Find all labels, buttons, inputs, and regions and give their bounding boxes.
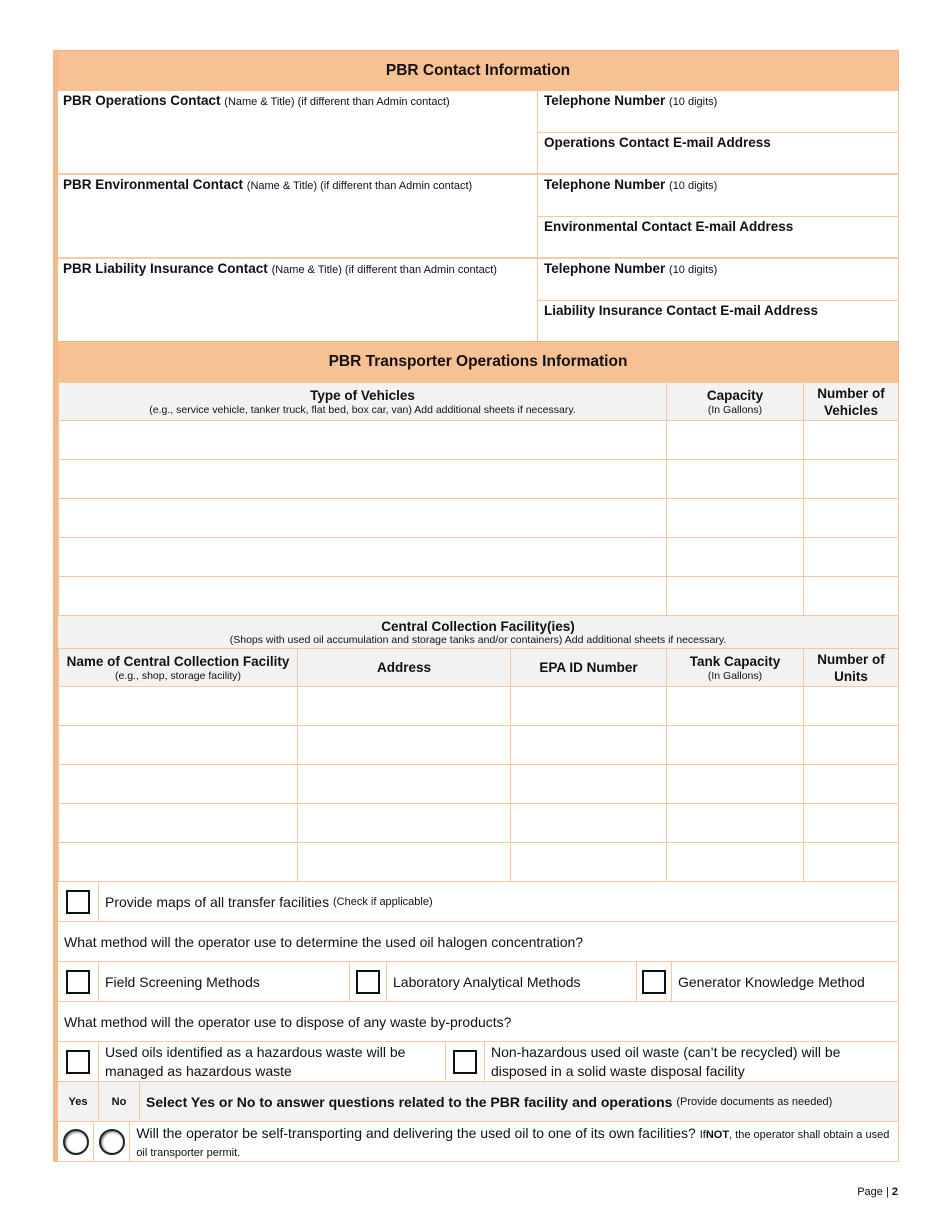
page-number: 2	[891, 1186, 898, 1198]
no-column-header: No	[99, 1082, 140, 1121]
table-cell[interactable]	[59, 499, 667, 538]
insurance-contact-name-field[interactable]	[58, 259, 538, 341]
halogen-question: What method will the operator use to determine the used oil halogen concentration?	[64, 933, 584, 950]
field-note: (10 digits)	[669, 180, 718, 192]
field-screening-label: Field Screening Methods	[99, 962, 350, 1001]
field-note: (10 digits)	[669, 264, 718, 276]
field-label: PBR Liability Insurance Contact	[63, 261, 268, 276]
self-transport-no-radio[interactable]	[99, 1129, 125, 1155]
ccf-table	[58, 648, 899, 882]
table-row	[59, 843, 899, 882]
table-cell[interactable]	[59, 577, 667, 616]
column-note: (In Gallons)	[707, 669, 763, 682]
table-cell[interactable]	[59, 765, 298, 804]
table-row	[59, 804, 899, 843]
page-label: Page	[857, 1186, 883, 1198]
field-label: Telephone Number	[544, 261, 666, 276]
table-cell[interactable]	[59, 687, 298, 726]
table-cell[interactable]	[804, 765, 899, 804]
table-cell[interactable]	[667, 538, 804, 577]
table-cell[interactable]	[667, 577, 804, 616]
column-title: Name of Central Collection Facility	[66, 653, 290, 669]
table-row	[59, 726, 899, 765]
insurance-phone-field[interactable]	[538, 259, 898, 300]
field-note: (Name & Title) (if different than Admin contact)	[271, 264, 497, 276]
column-note: (e.g., service vehicle, tanker truck, flat bed, box car, van) Add additional sheets if necessary.	[149, 403, 576, 416]
question-text: Will the operator be self-transporting and delivering the used oil to one of its own facilities?	[136, 1125, 696, 1141]
insurance-contact-row	[58, 257, 899, 341]
field-note: (Name & Title) (if different than Admin contact)	[224, 96, 450, 108]
field-screening-checkbox[interactable]	[66, 970, 90, 994]
ccf-epa-header: EPA ID Number	[511, 649, 667, 687]
table-row	[59, 765, 899, 804]
solid-waste-checkbox[interactable]	[453, 1050, 477, 1074]
table-cell[interactable]	[667, 687, 804, 726]
ccf-section-title	[58, 616, 899, 648]
table-row	[59, 538, 899, 577]
table-cell[interactable]	[667, 726, 804, 765]
maps-label: Provide maps of all transfer facilities	[105, 893, 330, 910]
yesno-header-row	[58, 1082, 899, 1122]
ccf-units-header: Number of Units	[804, 649, 899, 687]
table-cell[interactable]	[298, 765, 511, 804]
table-row	[59, 577, 899, 616]
field-label: Liability Insurance Contact E-mail Address	[544, 302, 819, 318]
disposal-question: What method will the operator use to dispose of any waste by-products?	[64, 1013, 512, 1030]
table-cell[interactable]	[667, 804, 804, 843]
field-label: Telephone Number	[544, 93, 666, 108]
table-cell[interactable]	[511, 765, 667, 804]
question-note-emphasis: NOT	[705, 1129, 730, 1141]
page-footer	[857, 1186, 898, 1198]
table-cell[interactable]	[298, 843, 511, 882]
table-cell[interactable]	[804, 499, 899, 538]
field-note: (10 digits)	[669, 96, 718, 108]
table-cell[interactable]	[59, 726, 298, 765]
ccf-title: Central Collection Facility(ies)	[381, 619, 575, 634]
table-cell[interactable]	[667, 499, 804, 538]
halogen-question-row	[58, 922, 899, 962]
table-cell[interactable]	[804, 577, 899, 616]
environmental-phone-field[interactable]	[538, 175, 898, 216]
page-separator: |	[885, 1186, 889, 1198]
generator-knowledge-label: Generator Knowledge Method	[678, 973, 865, 990]
laboratory-label: Laboratory Analytical Methods	[387, 962, 637, 1001]
ccf-tank-header	[667, 649, 804, 687]
table-cell[interactable]	[298, 687, 511, 726]
table-cell[interactable]	[511, 804, 667, 843]
table-cell[interactable]	[667, 765, 804, 804]
laboratory-checkbox[interactable]	[356, 970, 380, 994]
vehicles-table	[58, 382, 899, 616]
operations-contact-row	[58, 91, 899, 173]
maps-row	[58, 882, 899, 922]
table-row	[59, 460, 899, 499]
field-label: PBR Operations Contact	[63, 93, 221, 108]
pbr-form	[53, 50, 899, 1162]
table-cell[interactable]	[667, 460, 804, 499]
ccf-name-header	[59, 649, 298, 687]
table-cell[interactable]	[59, 421, 667, 460]
table-row	[59, 421, 899, 460]
table-row	[59, 499, 899, 538]
table-cell[interactable]	[511, 726, 667, 765]
vehicle-type-header	[59, 383, 667, 421]
column-title: Capacity	[706, 387, 764, 403]
insurance-email-field[interactable]	[538, 300, 898, 342]
ccf-address-header: Address	[298, 649, 511, 687]
transporter-section-header: PBR Transporter Operations Information	[58, 341, 899, 382]
generator-knowledge-checkbox[interactable]	[642, 970, 666, 994]
table-cell[interactable]	[59, 804, 298, 843]
solid-waste-label: Non-hazardous used oil waste (can’t be recycled) will be disposed in a solid waste disposal facility	[491, 1043, 841, 1079]
column-title: Tank Capacity	[689, 653, 781, 669]
environmental-contact-name-field[interactable]	[58, 175, 538, 257]
disposal-question-row	[58, 1002, 899, 1042]
table-cell[interactable]	[511, 687, 667, 726]
self-transport-yes-radio[interactable]	[63, 1129, 89, 1155]
vehicle-capacity-header	[667, 383, 804, 421]
halogen-options-row	[58, 962, 899, 1002]
operations-email-field[interactable]	[538, 132, 898, 174]
self-transport-question-row	[58, 1122, 899, 1162]
environmental-email-field[interactable]	[538, 216, 898, 258]
field-note: (Name & Title) (if different than Admin contact)	[246, 180, 473, 192]
column-title: Type of Vehicles	[310, 387, 415, 403]
maps-checkbox[interactable]	[66, 890, 90, 914]
yesno-instruction: Select Yes or No to answer questions related to the PBR facility and operations	[146, 1093, 673, 1110]
table-cell[interactable]	[804, 421, 899, 460]
table-cell[interactable]	[804, 726, 899, 765]
maps-note: (Check if applicable)	[332, 895, 433, 908]
table-cell[interactable]	[511, 843, 667, 882]
table-row	[59, 687, 899, 726]
table-cell[interactable]	[804, 843, 899, 882]
table-cell[interactable]	[59, 538, 667, 577]
self-transport-question	[130, 1122, 898, 1161]
table-cell[interactable]	[59, 843, 298, 882]
hazardous-waste-checkbox[interactable]	[66, 1050, 90, 1074]
table-cell[interactable]	[667, 843, 804, 882]
ccf-note: (Shops with used oil accumulation and storage tanks and/or containers) Add additional sheets if necessary.	[229, 634, 727, 646]
field-label: Operations Contact E-mail Address	[544, 134, 771, 150]
question-note-prefix: If	[699, 1129, 706, 1141]
table-cell[interactable]	[804, 538, 899, 577]
column-note: (In Gallons)	[707, 403, 763, 416]
question-note-suffix: , the operator shall obtain a used oil transporter permit.	[136, 1129, 890, 1159]
field-label: Environmental Contact E-mail Address	[544, 218, 794, 234]
field-label: PBR Environmental Contact	[63, 177, 244, 192]
table-cell[interactable]	[804, 804, 899, 843]
vehicle-number-header: Number of Vehicles	[804, 383, 899, 421]
table-cell[interactable]	[667, 421, 804, 460]
column-note: (e.g., shop, storage facility)	[114, 669, 242, 682]
environmental-contact-row	[58, 173, 899, 257]
disposal-options-row	[58, 1042, 899, 1082]
field-label: Telephone Number	[544, 177, 666, 192]
operations-contact-name-field[interactable]	[58, 91, 538, 173]
yes-column-header: Yes	[58, 1082, 99, 1121]
table-cell[interactable]	[298, 726, 511, 765]
table-cell[interactable]	[804, 460, 899, 499]
table-cell[interactable]	[59, 460, 667, 499]
table-cell[interactable]	[298, 804, 511, 843]
hazardous-waste-label: Used oils identified as a hazardous waste will be managed as hazardous waste	[99, 1042, 446, 1081]
contact-section-header: PBR Contact Information	[58, 50, 899, 91]
yesno-instruction-note: (Provide documents as needed)	[676, 1095, 833, 1108]
operations-phone-field[interactable]	[538, 91, 898, 132]
table-cell[interactable]	[804, 687, 899, 726]
